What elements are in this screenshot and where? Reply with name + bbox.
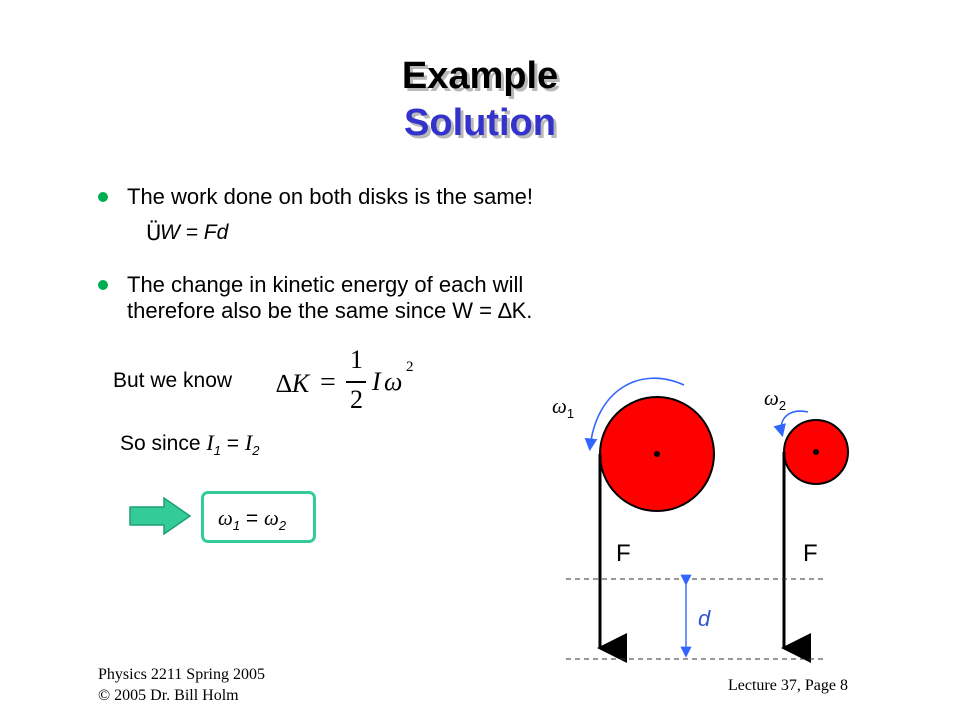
eq-numerator: 1: [350, 345, 363, 374]
result-omega-2: ω: [264, 506, 279, 530]
force-label-right: F: [803, 540, 818, 567]
inertia-1: I: [206, 430, 214, 455]
sub-arrow-icon: Ü: [146, 221, 162, 245]
omega-2-label: [764, 386, 786, 413]
but-we-know-label: But we know: [113, 369, 233, 392]
footer-page-number: Lecture 37, Page 8: [728, 677, 848, 694]
slide-title-example: Example: [401, 55, 559, 97]
eq-inertia: I: [372, 367, 381, 396]
eq-omega: ω: [384, 367, 403, 396]
kinetic-line2-post: K.: [511, 298, 533, 323]
inertia-1-sub: 1: [213, 443, 221, 459]
omega-1-label: [552, 394, 574, 421]
inertia-2: I: [244, 430, 253, 455]
small-disk-center: [813, 449, 819, 455]
omega-1-symbol: ω: [552, 394, 567, 418]
bullet-text-work: The work done on both disks is the same!: [127, 184, 533, 209]
slide-title-solution: Solution: [404, 102, 556, 144]
omega-2-sub: 2: [778, 398, 787, 414]
eq-denominator: 2: [350, 385, 363, 414]
so-since-pre: So since: [120, 432, 207, 455]
footer-copyright: © 2005 Dr. Bill Holm: [98, 687, 239, 704]
omega-1-sub: 1: [566, 406, 575, 422]
distance-label: d: [698, 606, 711, 631]
so-since-eq: =: [220, 432, 245, 455]
result-sub-1: 1: [232, 518, 241, 534]
eq-exponent: 2: [406, 359, 414, 375]
result-sub-2: 2: [278, 518, 287, 534]
result-eq: =: [240, 507, 264, 530]
eq-lhs: ∆K: [276, 369, 310, 398]
result-omega-1: ω: [218, 506, 233, 530]
inertia-2-sub: 2: [252, 443, 260, 459]
sub-point-text: W = Fd: [160, 221, 229, 244]
eq-equals: =: [320, 367, 336, 398]
footer-course: Physics 2211 Spring 2005: [98, 666, 265, 683]
large-disk-center: [654, 451, 660, 457]
kinetic-line2-pre: therefore also be the same since W =: [127, 298, 499, 323]
bullet-text-kinetic-line1: The change in kinetic energy of each will: [127, 272, 524, 297]
delta-symbol: ∆: [498, 298, 512, 323]
omega-2-symbol: ω: [764, 386, 779, 410]
force-label-left: F: [616, 540, 631, 567]
